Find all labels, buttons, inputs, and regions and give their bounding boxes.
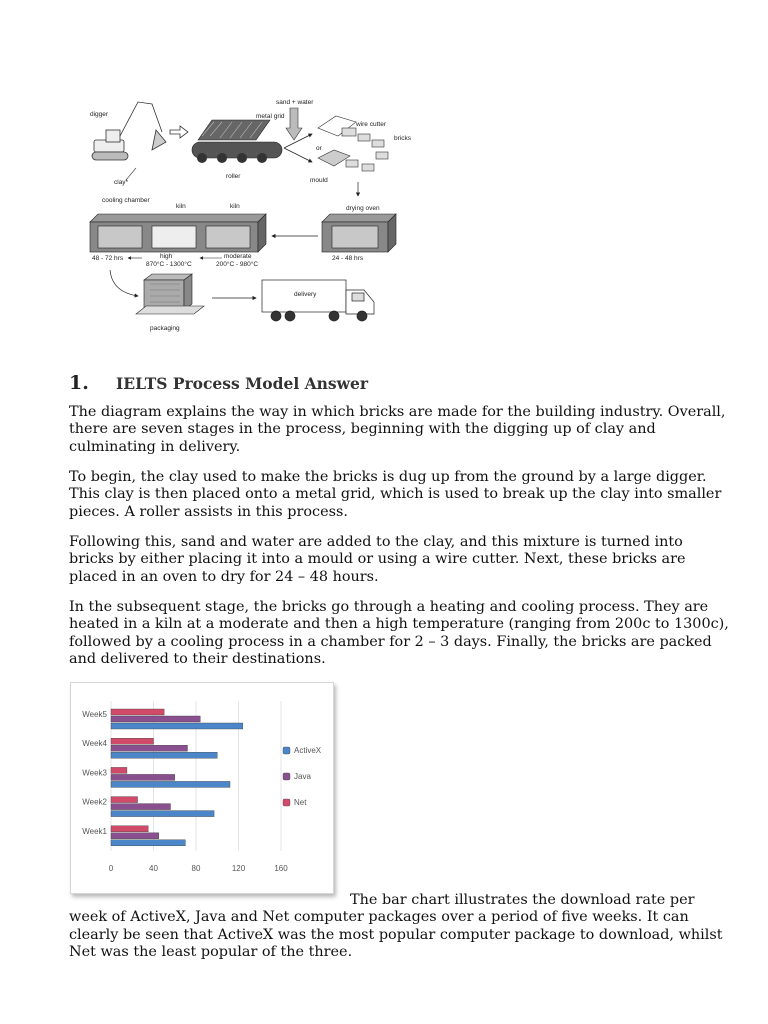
label-kiln-moderate: kiln bbox=[230, 203, 240, 210]
heading-number: 1. bbox=[69, 372, 89, 394]
paragraph-bar-chart: The bar chart illustrates the download rate per week of ActiveX, Java and Net computer packages over a period of five weeks. It can clearly be seen that ActiveX was the most popular computer package to download, whilst Net was the least popular of the three. bbox=[69, 892, 723, 960]
bar-net bbox=[111, 709, 164, 715]
label-clay: clay* bbox=[114, 179, 129, 186]
bar-java bbox=[111, 774, 175, 780]
bar-net bbox=[111, 826, 148, 832]
y-tick-label: Week4 bbox=[82, 739, 107, 749]
bar-activex bbox=[111, 723, 243, 729]
heading-title: IELTS Process Model Answer bbox=[116, 374, 369, 393]
label-high: high bbox=[160, 253, 173, 260]
bar-java bbox=[111, 745, 188, 751]
legend-label-activex: ActiveX bbox=[294, 746, 322, 755]
label-time-drying: 24 - 48 hrs bbox=[332, 255, 364, 262]
bar-activex bbox=[111, 811, 214, 817]
bar-net bbox=[111, 738, 154, 744]
y-tick-label: Week1 bbox=[82, 826, 107, 836]
packaging-illustration bbox=[136, 274, 204, 314]
bar-activex bbox=[111, 752, 217, 758]
label-kiln-high: kiln bbox=[176, 203, 186, 210]
label-digger: digger bbox=[90, 111, 109, 118]
paragraph-heating: In the subsequent stage, the bricks go through a heating and cooling process. They are heated in a kiln at a moderate and then a high temperature (ranging from 200c to 1300c), followed by a cooling process in a chamber for 2 – 3 days. Finally, the bricks are packed and delivered to their destinations. bbox=[69, 599, 729, 667]
label-moderate-temp: 200°C - 980°C bbox=[216, 261, 259, 268]
label-packaging: packaging bbox=[150, 325, 180, 332]
label-cooling-chamber: cooling chamber bbox=[102, 197, 150, 204]
y-tick-label: Week2 bbox=[82, 797, 107, 807]
delivery-truck-illustration bbox=[262, 280, 374, 321]
bar-java bbox=[111, 833, 159, 839]
label-mould: mould bbox=[310, 177, 328, 184]
x-tick-label: 40 bbox=[149, 864, 158, 873]
legend-swatch-java bbox=[283, 773, 290, 780]
drying-oven-illustration bbox=[322, 214, 396, 252]
bar-chart-frame bbox=[70, 682, 334, 894]
label-roller: roller bbox=[226, 173, 241, 180]
label-high-temp: 870°C - 1300°C bbox=[146, 261, 192, 268]
label-sand-water: sand + water bbox=[276, 99, 314, 106]
download-bar-chart bbox=[71, 683, 333, 893]
bar-java bbox=[111, 716, 200, 722]
label-moderate: moderate bbox=[224, 253, 252, 260]
x-tick-label: 80 bbox=[191, 864, 201, 873]
bar-java bbox=[111, 804, 171, 810]
x-tick-label: 160 bbox=[274, 864, 288, 873]
y-tick-label: Week3 bbox=[82, 768, 107, 778]
label-time-cooling: 48 - 72 hrs bbox=[92, 255, 124, 262]
label-metal-grid: metal grid bbox=[256, 113, 285, 120]
label-delivery: delivery bbox=[294, 291, 317, 298]
label-drying-oven: drying oven bbox=[346, 205, 380, 212]
label-bricks: bricks bbox=[394, 135, 411, 142]
paragraph-overview: The diagram explains the way in which bricks are made for the building industry. Overall, there are seven stages in the process, beginning with the digging up of clay and culminating in delivery. bbox=[69, 404, 726, 455]
kiln-chamber-illustration bbox=[90, 214, 266, 252]
label-wire-cutter: wire cutter bbox=[356, 121, 386, 128]
legend-swatch-activex bbox=[283, 747, 290, 754]
y-tick-label: Week5 bbox=[82, 710, 107, 719]
label-or: or bbox=[316, 145, 322, 152]
legend-swatch-net bbox=[283, 799, 290, 806]
x-tick-label: 120 bbox=[231, 864, 246, 873]
bar-net bbox=[111, 767, 127, 773]
bar-activex bbox=[111, 781, 230, 787]
paragraph-clay-digging: To begin, the clay used to make the bricks is dug up from the ground by a large digger. This clay is then placed onto a metal grid, which is used to break up the clay into smaller pieces. A roller assists in this process. bbox=[69, 469, 722, 520]
legend-label-net: Net bbox=[294, 798, 307, 807]
brick-process-diagram bbox=[80, 92, 420, 337]
mould-illustration bbox=[318, 150, 388, 171]
section-heading bbox=[69, 372, 368, 394]
legend-label-java: Java bbox=[294, 772, 311, 781]
x-tick-label: 0 bbox=[108, 864, 114, 873]
bar-activex bbox=[111, 840, 185, 846]
paragraph-moulding: Following this, sand and water are added to the clay, and this mixture is turned into bricks by either placing it into a mould or using a wire cutter. Next, these bricks are placed in an oven to dry for 24 – 48 hours. bbox=[69, 534, 686, 585]
bar-net bbox=[111, 797, 138, 803]
metal-grid-illustration bbox=[192, 120, 282, 163]
